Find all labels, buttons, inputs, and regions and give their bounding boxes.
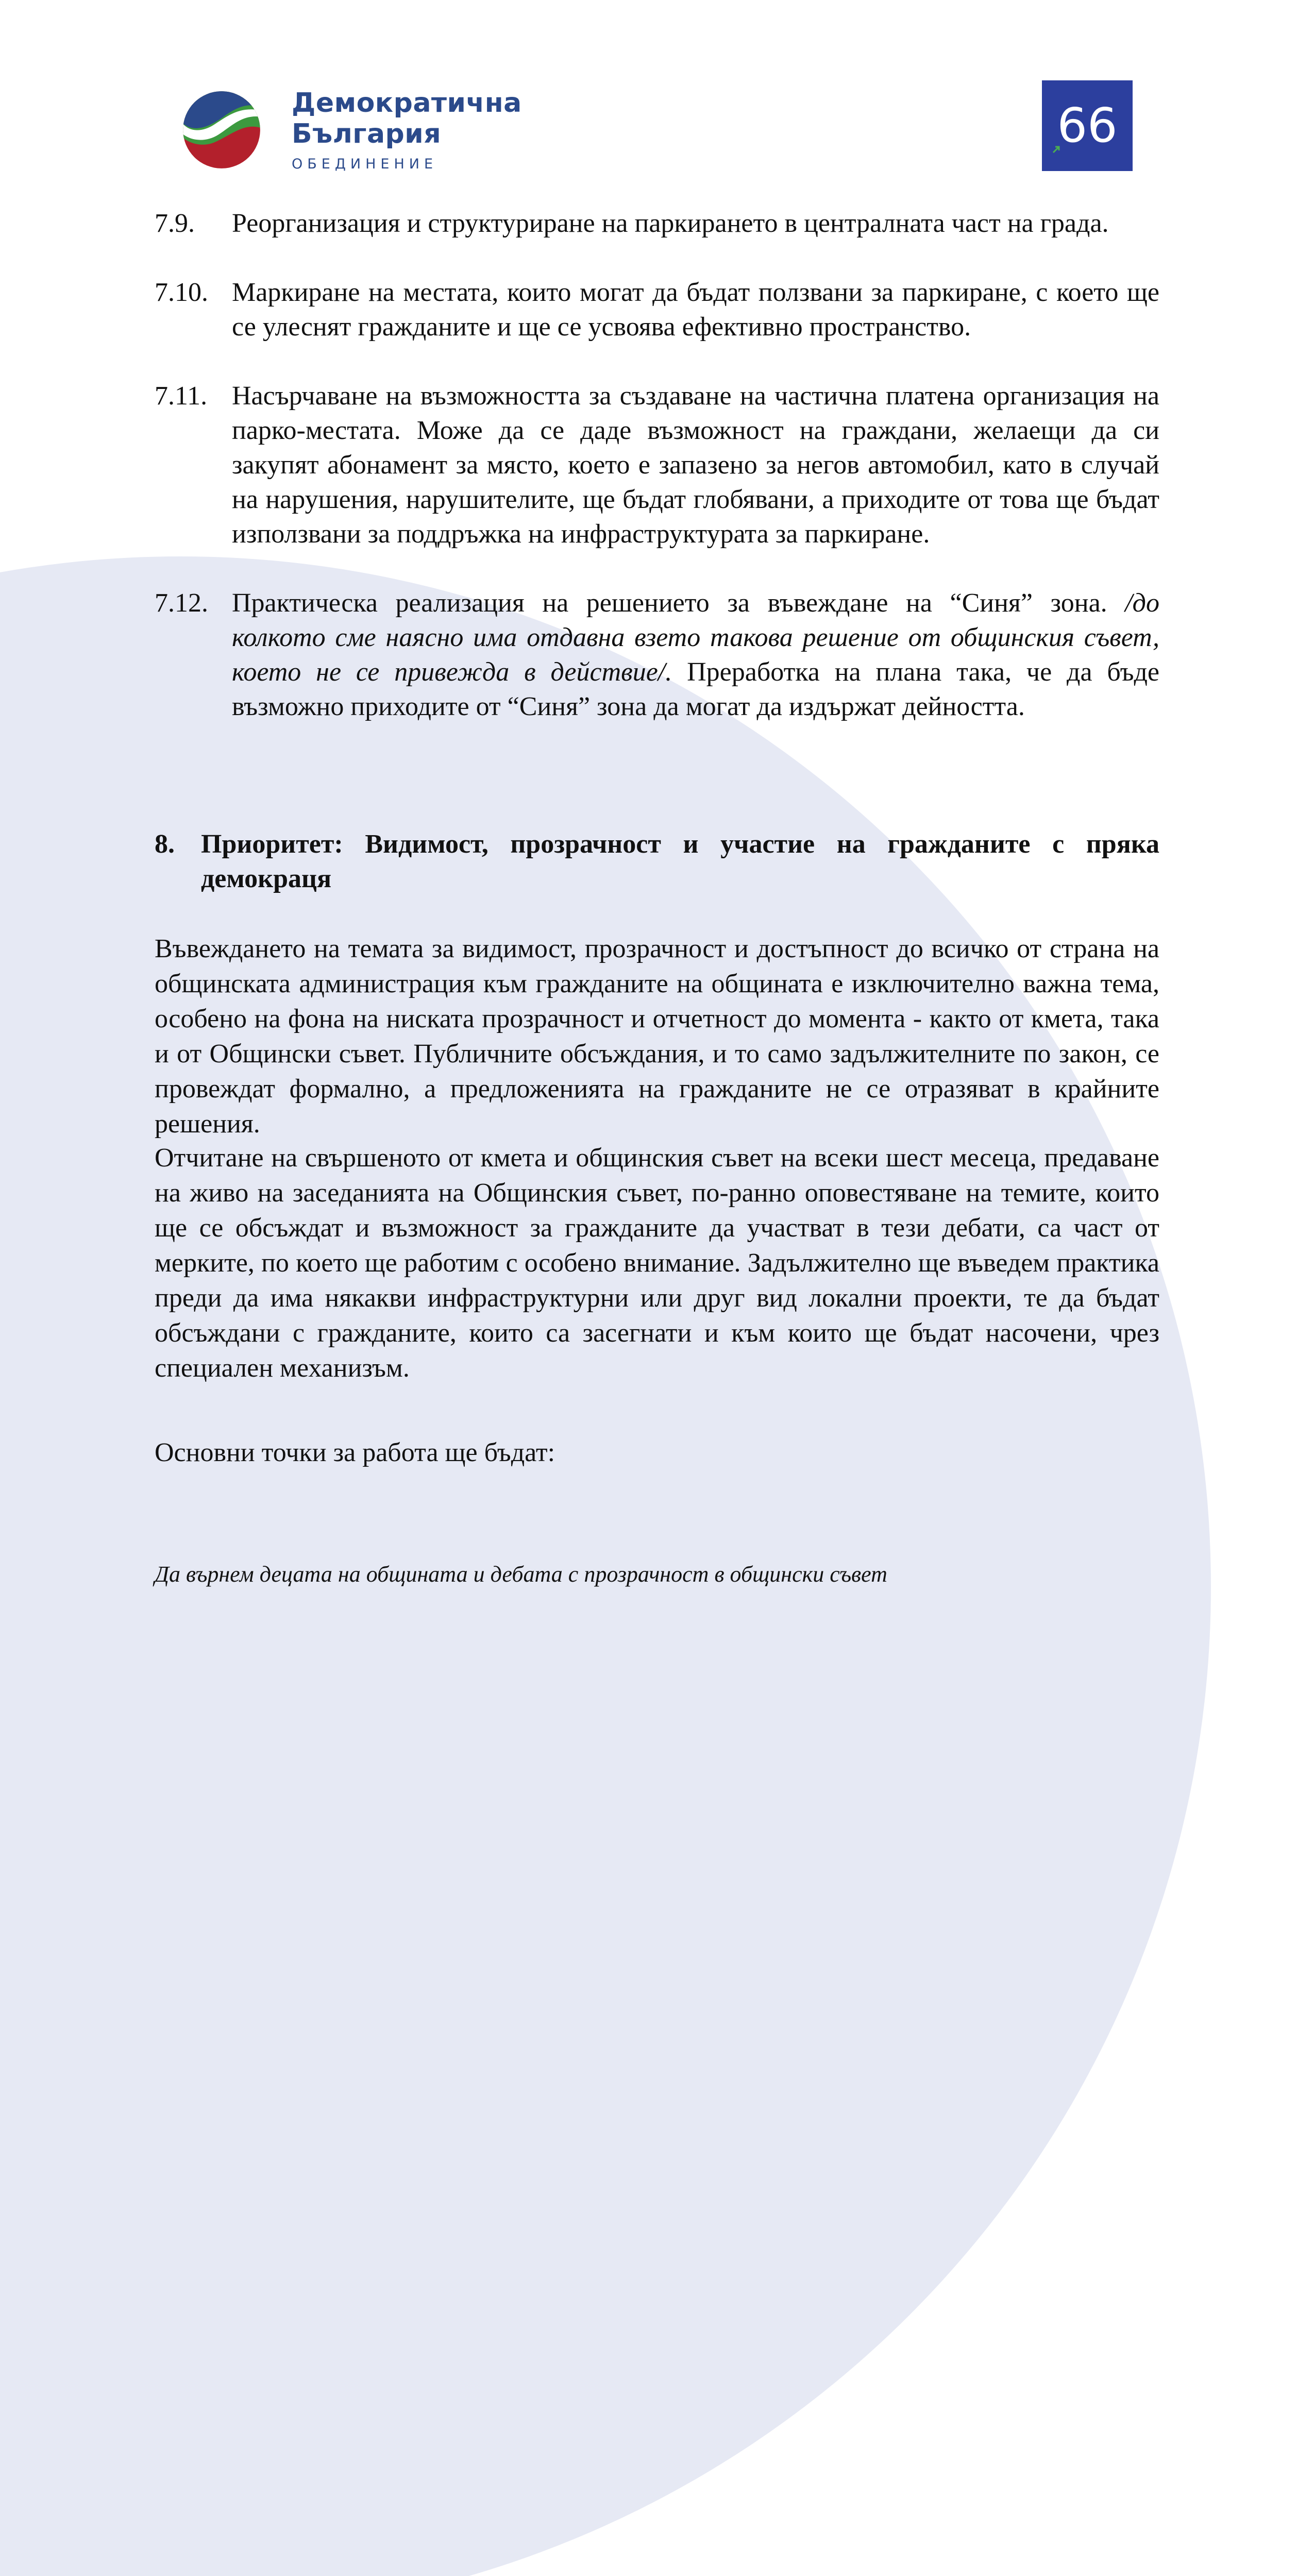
paragraph: Въвеждането на темата за видимост, прозрачност и достъпност до всичко от страна на общинската администрация към гражданите на общината е изключително важна тема, особено на фона на ниската прозрачност и отчетност до момента - както от кмета, така и от Общински съвет. Публичните обсъждания, и то само задължителните по закон, се провеждат формално, а предложенията на гражданите не се отразяват в крайните решения. xyxy=(155,934,1159,1139)
item-number: 7.10. xyxy=(155,278,208,307)
small-arrow-icon xyxy=(1052,145,1060,154)
logo-line-1: Демократична xyxy=(292,88,522,118)
logo-swoosh-icon xyxy=(181,90,262,170)
item-number: 7.12. xyxy=(155,588,208,618)
logo-line-2: България xyxy=(292,118,442,149)
item-number: 7.11. xyxy=(155,381,208,411)
paragraph: Отчитане на свършеното от кмета и общинския съвет на всеки шест месеца, предаване на живо на заседанията на Общинския съвет, по-ранно оповестяване на темите, които ще се обсъждат и възможност за гражданите да участват в тези дебати, са част от мерките, по което ще работим с особено внимание. Задължително ще въведем практика преди да има някакви инфраструктурни или друг вид локални проекти, те да бъдат обсъждани с гражданите, които са засегнати и към които ще бъдат насочени, чрез специален механизъм. xyxy=(155,1143,1159,1383)
item-number: 7.9. xyxy=(155,209,195,238)
footer-slogan: Да върнем децата на общината и дебата с прозрачност в общински съвет xyxy=(155,1562,887,1587)
page-number-badge xyxy=(1042,80,1133,171)
item-text: Насърчаване на възможността за създаване на частична платена организация на парко-местата. Може да се даде възможност на граждани, желаещи да си закупят абонамент за място, което е запазено за негов автомобил, като в случай на нарушения, нарушителите, ще бъдат глобявани, а приходите от това ще бъдат използвани за поддръжка на инфраструктурата за паркиране. xyxy=(232,381,1159,549)
item-text-italic: /до колкото сме наясно има отдавна взето такова решение от общинския съвет, което не се привежда в действие/. xyxy=(232,588,1159,687)
section-number: 8. xyxy=(155,829,175,859)
page-number: 66 xyxy=(1057,98,1118,153)
paragraph: Основни точки за работа ще бъдат: xyxy=(155,1438,555,1467)
party-logo xyxy=(181,88,552,175)
logo-line-3: ОБЕДИНЕНИЕ xyxy=(292,156,438,172)
item-text xyxy=(232,586,1159,724)
item-text-part: Практическа реализация на решението за въвеждане на “Синя” зона. xyxy=(232,588,1125,618)
item-text: Реорганизация и структуриране на паркирането в централната част на града. xyxy=(232,209,1109,238)
item-text: Маркиране на местата, които могат да бъдат ползвани за паркиране, с което ще се улеснят гражданите и ще се усвоява ефективно пространство. xyxy=(232,278,1159,342)
item-text-part: Преработка на плана така, че да бъде възможно приходите от “Синя” зона да могат да издържат дейността. xyxy=(232,657,1159,721)
logo-text xyxy=(292,88,522,174)
section-title: Приоритет: Видимост, прозрачност и участие на гражданите с пряка демокраця xyxy=(201,829,1159,893)
